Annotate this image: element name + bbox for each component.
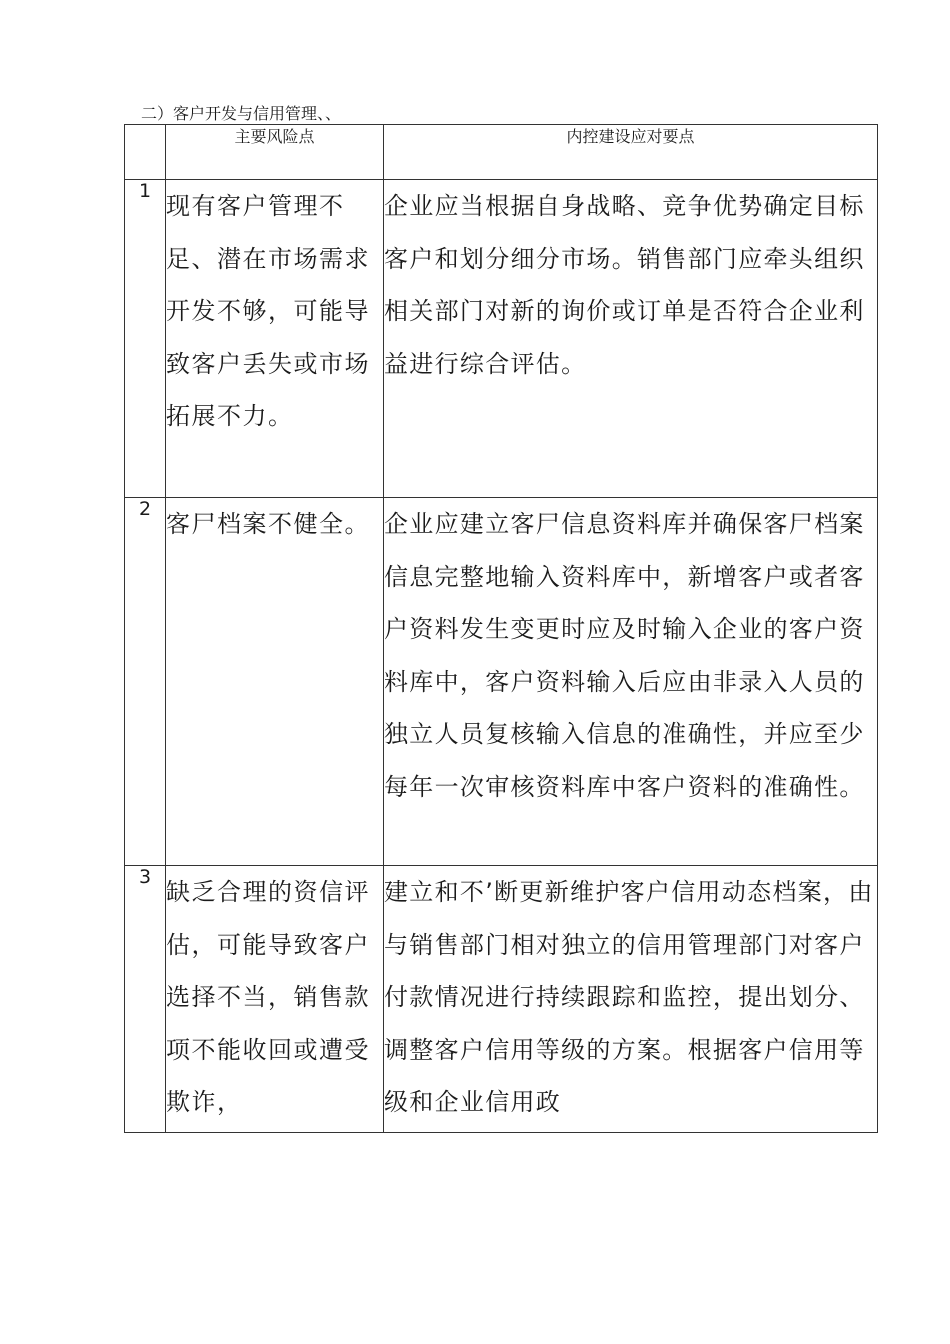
risk-cell: 现有客户管理不足、潜在市场需求开发不够，可能导致客户丢失或市场拓展不力。 <box>166 180 384 498</box>
header-control: 内控建设应对要点 <box>384 125 878 180</box>
header-number <box>125 125 166 180</box>
table-header-row <box>125 125 878 180</box>
risk-control-table <box>124 124 878 1133</box>
header-risk: 主要风险点 <box>166 125 384 180</box>
section-heading: 二）客户开发与信用管理、、 <box>141 104 342 123</box>
control-cell: 企业应当根据自身战略、竞争优势确定目标客户和划分细分市场。销售部门应牵头组织相关部门对新的询价或订单是否符合企业利益进行综合评估。 <box>384 180 878 498</box>
control-cell: 建立和不’断更新维护客户信用动态档案，由与销售部门相对独立的信用管理部门对客户付款情况进行持续跟踪和监控，提出划分、调整客户信用等级的方案。根据客户信用等级和企业信用政 <box>384 866 878 1133</box>
table-row <box>125 180 878 498</box>
risk-cell: 客尸档案不健全。 <box>166 498 384 866</box>
table-row <box>125 866 878 1133</box>
risk-cell: 缺乏合理的资信评估，可能导致客户选择不当，销售款项不能收回或遭受欺诈， <box>166 866 384 1133</box>
row-number: 1 <box>125 180 166 498</box>
control-cell: 企业应建立客尸信息资料库并确保客尸档案信息完整地输入资料库中，新增客户或者客户资料发生变更时应及时输入企业的客户资料库中，客户资料输入后应由非录入人员的独立人员复核输入信息的准确性，并应至少每年一次审核资料库中客户资料的准确性。 <box>384 498 878 866</box>
row-number: 3 <box>125 866 166 1133</box>
row-number: 2 <box>125 498 166 866</box>
table-row <box>125 498 878 866</box>
